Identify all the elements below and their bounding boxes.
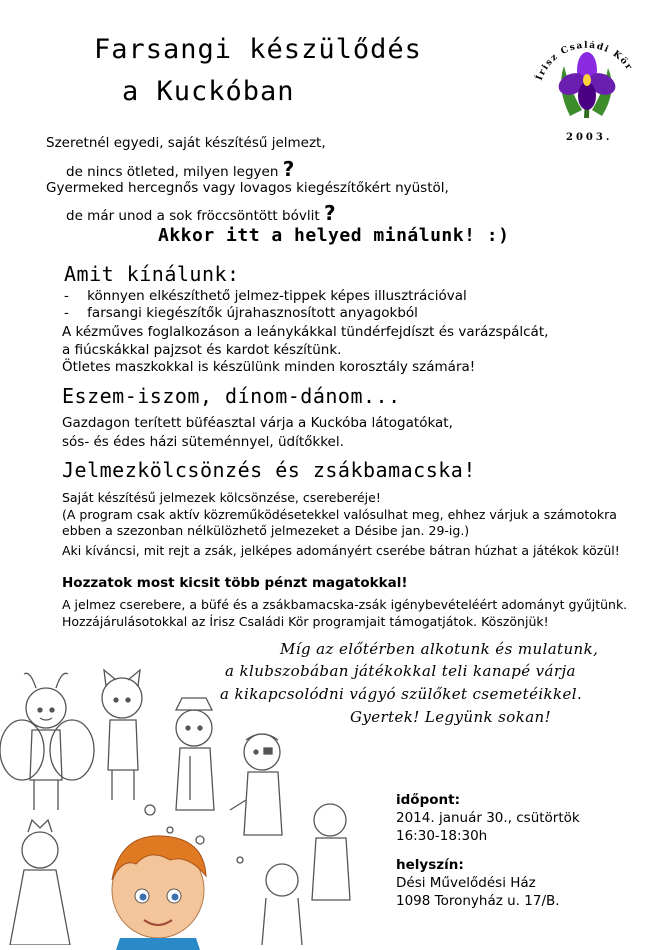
- bullet-dash: -: [64, 305, 69, 321]
- club-line-3: a kikapcsolódni vágyó szülőket csemetéikkel.: [220, 685, 583, 703]
- club-line-1: Míg az előtérben alkotunk és mulatunk,: [280, 640, 599, 658]
- time-label: időpont:: [396, 792, 460, 808]
- offer-bullet: [64, 305, 418, 321]
- food-heading: Eszem-iszom, dínom-dánom...: [62, 384, 401, 408]
- offer-bullet-text: farsangi kiegészítők újrahasznosított anyagokból: [87, 305, 418, 321]
- money-heading: Hozzatok most kicsit több pénzt magatokkal!: [62, 575, 408, 591]
- venue-name: Dési Művelődési Ház: [396, 875, 536, 891]
- money-line-2: Hozzájárulásotokkal az Írisz Családi Kör programjait támogatjátok. Köszönjük!: [62, 614, 549, 629]
- intro-line-4: [66, 201, 336, 225]
- offer-bullet: [64, 288, 467, 304]
- kids-illustration: [0, 660, 400, 945]
- intro-line-2: [66, 157, 294, 181]
- intro-line-2-text: de nincs ötleted, milyen legyen: [66, 164, 279, 180]
- iris-flower-icon: [526, 18, 648, 143]
- offer-paragraph-1: A kézműves foglalkozáson a leánykákkal tündérfejdíszt és varázspálcát,: [62, 324, 549, 340]
- question-mark: ?: [323, 201, 336, 225]
- venue-address: 1098 Toronyház u. 17/B.: [396, 893, 560, 909]
- question-mark: ?: [282, 157, 295, 181]
- offer-paragraph-2: a fiúcskákkal pajzsot és kardot készítünk.: [62, 342, 342, 358]
- offer-heading: Amit kínálunk:: [64, 262, 240, 286]
- club-line-4: Gyertek! Legyünk sokan!: [350, 708, 552, 726]
- svg-text:Írisz Családi Kör: Írisz Családi Kör: [534, 40, 635, 82]
- title-line-1: Farsangi készülődés: [94, 34, 422, 65]
- event-date: 2014. január 30., csütörtök: [396, 810, 580, 826]
- call-to-action: Akkor itt a helyed minálunk! :): [158, 225, 510, 246]
- event-hours: 16:30-18:30h: [396, 828, 488, 844]
- offer-paragraph-3: Ötletes maszkokkal is készülünk minden korosztály számára!: [62, 359, 476, 375]
- costume-line-4: Aki kíváncsi, mit rejt a zsák, jelképes adományért cserébe bátran húzhat a játékok közül!: [62, 543, 620, 558]
- costume-line-2: (A program csak aktív közreműködésetekkel valósulhat meg, ehhez várjuk a számotokra: [62, 507, 617, 522]
- svg-text:2003.: 2003.: [566, 132, 613, 143]
- boy-face-icon: [100, 820, 220, 950]
- offer-bullet-text: könnyen elkészíthető jelmez-tippek képes illusztrációval: [87, 288, 467, 304]
- iris-logo: [526, 18, 648, 143]
- club-line-2: a klubszobában játékokkal teli kanapé várja: [225, 662, 576, 680]
- title-line-2: a Kuckóban: [122, 76, 295, 107]
- bullet-dash: -: [64, 288, 69, 304]
- place-label: helyszín:: [396, 857, 464, 873]
- costume-line-1: Saját készítésű jelmezek kölcsönzése, csereberéje!: [62, 490, 381, 505]
- costume-heading: Jelmezkölcsönzés és zsákbamacska!: [62, 458, 476, 482]
- intro-line-1: Szeretnél egyedi, saját készítésű jelmezt,: [46, 135, 326, 151]
- costume-line-3: ebben a szezonban nélkülözhető jelmezeket a Désibe jan. 29-ig.): [62, 523, 470, 538]
- food-line-2: sós- és édes házi süteménnyel, üdítőkkel.: [62, 434, 344, 450]
- food-line-1: Gazdagon terített büféasztal várja a Kuckóba látogatókat,: [62, 415, 453, 431]
- intro-line-3: Gyermeked hercegnős vagy lovagos kiegészítőkért nyüstöl,: [46, 180, 449, 196]
- money-line-1: A jelmez cserebere, a büfé és a zsákbamacska-zsák igénybevételéért adományt gyűjtünk.: [62, 597, 628, 612]
- intro-line-4-text: de már unod a sok fröccsöntött bóvlit: [66, 208, 320, 224]
